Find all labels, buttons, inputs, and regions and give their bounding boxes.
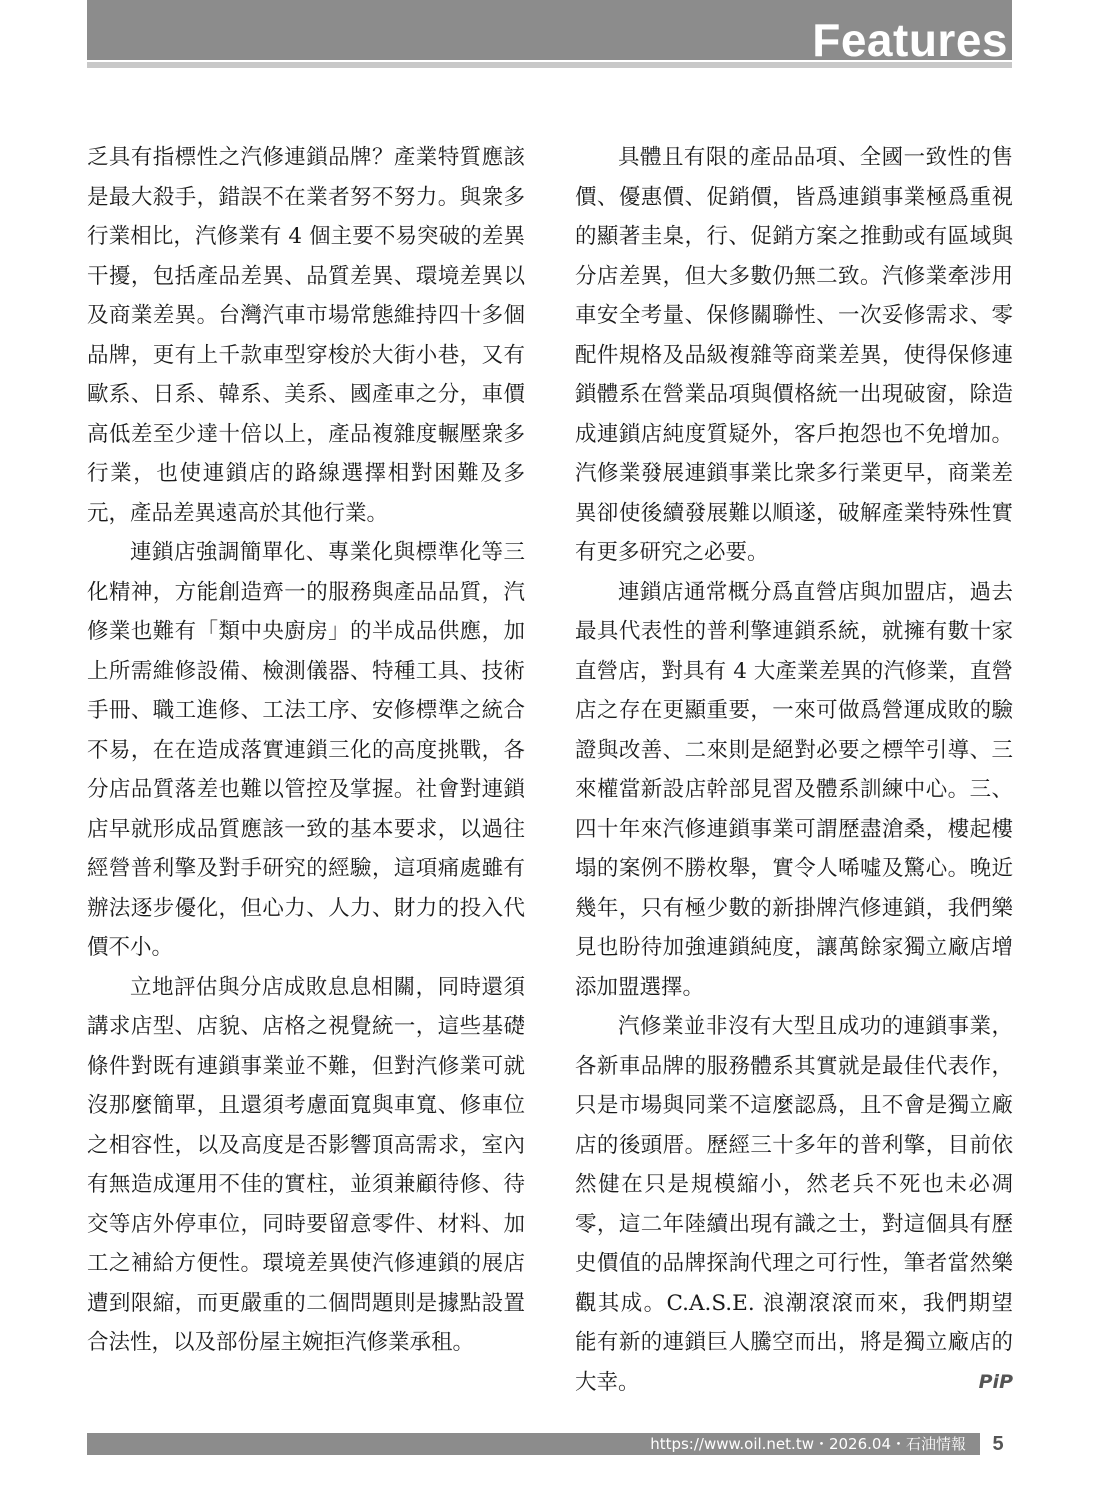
left-paragraph-1: 乏具有指標性之汽修連鎖品牌？產業特質應該是最大殺手，錯誤不在業者努不努力。與衆多行業相比，汽修業有 4 個主要不易突破的差異干擾，包括產品差異、品質差異、環境差異以及商業差異。台灣汽車市場常態維持四十多個品牌，更有上千款車型穿梭於大街小巷，又有歐系、日系、韓系、美系、國產車之分，車價高低差至少達十倍以上，產品複雜度輾壓衆多行業，也使連鎖店的路線選擇相對困難及多元，產品差異遠高於其他行業。 [87, 145, 525, 526]
left-paragraph-3: 立地評估與分店成敗息息相關，同時還須講求店型、店貌、店格之視覺統一，這些基礎條件對既有連鎖事業並不難，但對汽修業可就沒那麼簡單，且還須考慮面寬與車寬、修車位之相容性，以及高度是否影響頂高需求，室內有無造成運用不佳的實柱，並須兼顧待修、待交等店外停車位，同時要留意零件、材料、加工之補給方便性。環境差異使汽修連鎖的展店遭到限縮，而更嚴重的二個問題則是據點設置合法性，以及部份屋主婉拒汽修業承租。 [87, 974, 525, 1355]
right-column [575, 138, 1013, 1402]
left-column [87, 138, 525, 1363]
end-mark-logo: PiP [978, 1370, 1013, 1393]
section-title: Features [812, 14, 1008, 66]
page-number: 5 [992, 1433, 1004, 1455]
right-paragraph-3-text: 汽修業並非沒有大型且成功的連鎖事業，各新車品牌的服務體系其實就是最佳代表作，只是市場與同業不這麼認爲，且不會是獨立廠店的後頭厝。歷經三十多年的普利擎，目前依然健在只是規模縮小，然老兵不死也未必凋零，這二年陸續出現有識之士，對這個具有歷史價值的品牌探詢代理之可行性，筆者當然樂觀其成。C.A.S.E. 浪潮滾滾而來，我們期望能有新的連鎖巨人騰空而出，將是獨立廠店的大幸。 [575, 1014, 1013, 1395]
left-paragraph-2: 連鎖店強調簡單化、專業化與標準化等三化精神，方能創造齊一的服務與產品品質，汽修業也難有「類中央廚房」的半成品供應，加上所需維修設備、檢測儀器、特種工具、技術手冊、職工進修、工法工序、安修標準之統合不易，在在造成落實連鎖三化的高度挑戰，各分店品質落差也難以管控及掌握。社會對連鎖店早就形成品質應該一致的基本要求，以過往經營普利擎及對手研究的經驗，這項痛處雖有辦法逐步優化，但心力、人力、財力的投入代價不小。 [87, 540, 525, 960]
right-paragraph-1: 具體且有限的產品品項、全國一致性的售價、優惠價、促銷價，皆爲連鎖事業極爲重視的顯著圭臬，行、促銷方案之推動或有區域與分店差異，但大多數仍無二致。汽修業牽涉用車安全考量、保修關聯性、一次妥修需求、零配件規格及品級複雜等商業差異，使得保修連鎖體系在營業品項與價格統一出現破窗，除造成連鎖店純度質疑外，客戶抱怨也不免增加。汽修業發展連鎖事業比衆多行業更早，商業差異卻使後續發展難以順遂，破解產業特殊性實有更多研究之必要。 [575, 145, 1013, 565]
right-paragraph-3 [575, 1007, 1013, 1402]
right-paragraph-2: 連鎖店通常概分爲直營店與加盟店，過去最具代表性的普利擎連鎖系統，就擁有數十家直營店，對具有 4 大產業差異的汽修業，直營店之存在更顯重要，一來可做爲營運成敗的驗證與改善、二來則是絕對必要之標竿引導、三來權當新設店幹部見習及體系訓練中心。三、四十年來汽修連鎖事業可謂歷盡滄桑，樓起樓塌的案例不勝枚舉，實令人唏噓及驚心。晚近幾年，只有極少數的新掛牌汽修連鎖，我們樂見也盼待加強連鎖純度，讓萬餘家獨立廠店增添加盟選擇。 [575, 579, 1013, 1000]
footer-publication-info: https://www.oil.net.tw・2026.04・石油情報 [650, 1435, 966, 1453]
